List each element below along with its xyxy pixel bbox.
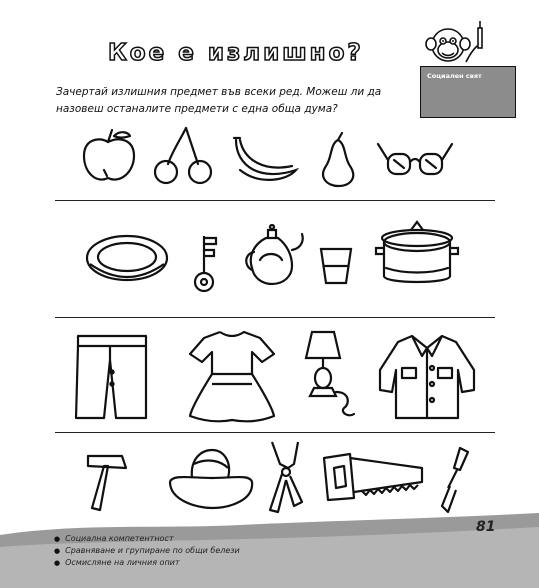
monkey-mascot-icon: [418, 18, 514, 68]
trousers-icon[interactable]: [72, 332, 152, 422]
pliers-icon[interactable]: [264, 440, 312, 514]
section-badge-label: Социален свят: [427, 72, 482, 80]
screwdriver-icon[interactable]: [440, 446, 474, 514]
teapot-icon[interactable]: [242, 222, 308, 288]
key-icon[interactable]: [192, 230, 222, 294]
list-item: ● Социална компетентност: [54, 533, 240, 545]
plate-icon[interactable]: [84, 232, 170, 284]
table-lamp-icon[interactable]: [294, 328, 358, 420]
section-badge: [420, 66, 516, 118]
list-item: ● Сравняване и групиране по общи белези: [54, 545, 240, 557]
page-number: 81: [476, 519, 496, 535]
row-divider: [55, 317, 495, 318]
row-divider: [55, 432, 495, 433]
drinking-glass-icon[interactable]: [318, 246, 354, 286]
saw-icon[interactable]: [322, 452, 424, 504]
pear-icon[interactable]: [318, 132, 358, 188]
apple-icon[interactable]: [80, 128, 140, 186]
skills-list: [54, 533, 240, 569]
cooking-pot-icon[interactable]: [374, 212, 460, 290]
cherries-icon[interactable]: [150, 126, 216, 186]
glasses-icon[interactable]: [374, 140, 454, 180]
banana-icon[interactable]: [230, 136, 302, 188]
dress-icon[interactable]: [182, 326, 282, 426]
shirt-icon[interactable]: [372, 330, 482, 422]
page-title: Кое е излишно?: [108, 40, 364, 66]
row-divider: [55, 200, 495, 201]
list-item: ● Осмисляне на личния опит: [54, 557, 240, 569]
hat-icon[interactable]: [166, 444, 256, 514]
instructions-text: Зачертай излишния предмет във всеки ред. Можеш ли да назовеш останалите предмети с една обща дума?: [56, 86, 382, 115]
